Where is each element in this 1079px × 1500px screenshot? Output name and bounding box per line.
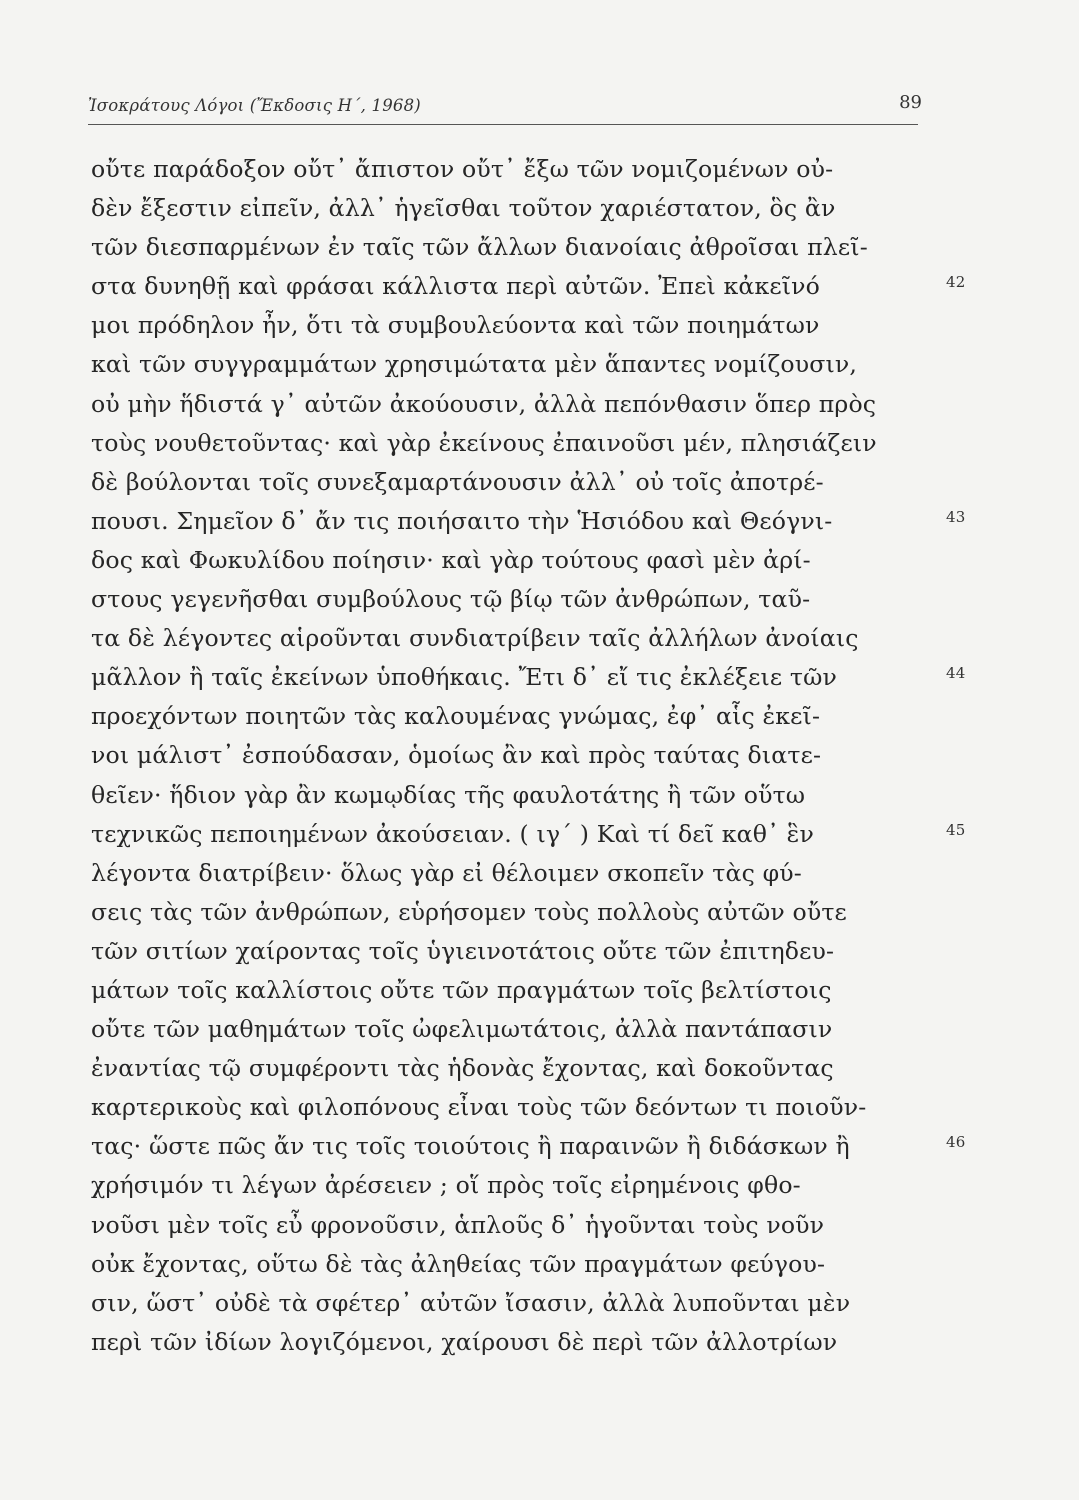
line-text: καὶ τῶν συγγραμμάτων χρησιμώτατα μὲν ἅπαντες νομίζουσιν, [91,350,858,379]
line-text: τοὺς νουθετοῦντας· καὶ γὰρ ἐκείνους ἐπαινοῦσι μέν, πλησιάζειν [91,428,877,457]
text-line [91,228,931,267]
text-line [91,463,931,502]
text-line [91,424,931,463]
text-line [91,1284,931,1323]
text-line [91,658,966,697]
text-line [91,1245,931,1284]
line-text: δος καὶ Φωκυλίδου ποίησιν· καὶ γὰρ τούτους φασὶ μὲν ἀρί- [91,545,811,574]
text-line [91,815,966,854]
text-line [91,1127,966,1166]
line-text: ἐναντίας τῷ συμφέροντι τὰς ἡδονὰς ἔχοντας, καὶ δοκοῦντας [91,1054,834,1083]
text-line [91,580,931,619]
line-text: στα δυνηθῇ καὶ φράσαι κάλλιστα περὶ αὐτῶν. Ἐπεὶ κἀκεῖνό [91,272,820,301]
line-text: σιν, ὥστ᾿ οὐδὲ τὰ σφέτερ᾿ αὐτῶν ἴσασιν, ἀλλὰ λυποῦνται μὲν [91,1288,851,1317]
text-line [91,893,931,932]
text-line [91,502,966,541]
line-text: οὐ μὴν ἥδιστά γ᾿ αὐτῶν ἀκούουσιν, ἀλλὰ πεπόνθασιν ὅπερ πρὸς [91,389,877,418]
text-line [91,267,966,306]
line-text: τα δὲ λέγοντες αἱροῦνται συνδιατρίβειν ταῖς ἀλλήλων ἀνοίαις [91,624,859,653]
line-text: νοῦσι μὲν τοῖς εὖ φρονοῦσιν, ἁπλοῦς δ᾿ ἡγοῦνται τοὺς νοῦν [91,1210,825,1239]
body-text [91,150,966,1362]
text-line [91,971,931,1010]
text-line [91,306,931,345]
section-number: 46 [946,1133,966,1152]
line-text: τεχνικῶς πεποιημένων ἀκούσειαν. ( ιγ΄ ) Καὶ τί δεῖ καθ᾿ ἓν [91,819,814,848]
text-line [91,541,931,580]
section-number: 43 [946,507,966,526]
text-line [91,1166,931,1205]
text-line [91,345,931,384]
line-text: θεῖεν· ἥδιον γὰρ ἂν κωμῳδίας τῆς φαυλοτάτης ἢ τῶν οὕτω [91,780,806,809]
line-text: νοι μάλιστ᾿ ἐσπούδασαν, ὁμοίως ἂν καὶ πρὸς ταύτας διατε- [91,741,822,770]
page-header [88,92,922,125]
section-number: 44 [946,664,966,683]
line-text: οὐκ ἔχοντας, οὕτω δὲ τὰς ἀληθείας τῶν πραγμάτων φεύγου- [91,1249,826,1278]
text-line [91,189,931,228]
line-text: περὶ τῶν ἰδίων λογιζόμενοι, χαίρουσι δὲ περὶ τῶν ἀλλοτρίων [91,1327,838,1356]
text-line [91,854,931,893]
text-line [91,1010,931,1049]
line-text: οὔτε παράδοξον οὔτ᾿ ἄπιστον οὔτ᾿ ἔξω τῶν νομιζομένων οὐ- [91,155,834,183]
line-text: μοι πρόδηλον ἦν, ὅτι τὰ συμβουλεύοντα καὶ τῶν ποιημάτων [91,311,820,340]
text-line [91,1206,931,1245]
line-text: τῶν σιτίων χαίροντας τοῖς ὑγιεινοτάτοις οὔτε τῶν ἐπιτηδευ- [91,936,835,965]
line-text: χρήσιμόν τι λέγων ἀρέσειεν ; οἵ πρὸς τοῖς εἰρημένοις φθο- [91,1171,801,1200]
line-text: μᾶλλον ἢ ταῖς ἐκείνων ὑποθήκαις. Ἔτι δ᾿ εἴ τις ἐκλέξειε τῶν [91,663,837,692]
line-text: λέγοντα διατρίβειν· ὅλως γὰρ εἰ θέλοιμεν σκοπεῖν τὰς φύ- [91,858,802,887]
text-line [91,385,931,424]
line-text: πουσι. Σημεῖον δ᾿ ἄν τις ποιήσαιτο τὴν Ἡσιόδου καὶ Θεόγνι- [91,506,833,535]
line-text: τῶν διεσπαρμένων ἐν ταῖς τῶν ἄλλων διανοίαις ἀθροῖσαι πλεῖ- [91,233,868,262]
text-line [91,1323,931,1362]
section-number: 45 [946,820,966,839]
text-line [91,932,931,971]
line-text: τας· ὥστε πῶς ἄν τις τοῖς τοιούτοις ἢ παραινῶν ἢ διδάσκων ἢ [91,1132,850,1161]
text-line [91,736,931,775]
text-line [91,1049,931,1088]
text-line [91,776,931,815]
text-line [91,697,931,736]
line-text: προεχόντων ποιητῶν τὰς καλουμένας γνώμας, ἐφ᾿ αἷς ἐκεῖ- [91,702,821,731]
line-text: στους γεγενῆσθαι συμβούλους τῷ βίῳ τῶν ἀνθρώπων, ταῦ- [91,585,811,614]
line-text: μάτων τοῖς καλλίστοις οὔτε τῶν πραγμάτων τοῖς βελτίστοις [91,975,832,1004]
section-number: 42 [946,273,966,292]
text-line [91,150,931,189]
line-text: δὲ βούλονται τοῖς συνεξαμαρτάνουσιν ἀλλ᾿ οὐ τοῖς ἀποτρέ- [91,467,824,496]
line-text: καρτερικοὺς καὶ φιλοπόνους εἶναι τοὺς τῶν δεόντων τι ποιοῦν- [91,1093,867,1122]
line-text: σεις τὰς τῶν ἀνθρώπων, εὑρήσομεν τοὺς πολλοὺς αὐτῶν οὔτε [91,897,847,926]
page-number: 89 [899,92,922,113]
running-title: Ἰσοκράτους Λόγοι (Ἔκδοσις Η΄, 1968) [88,96,421,115]
text-line [91,619,931,658]
text-line [91,1088,931,1127]
line-text: δὲν ἔξεστιν εἰπεῖν, ἀλλ᾿ ἡγεῖσθαι τοῦτον χαριέστατον, ὃς ἂν [91,194,836,223]
line-text: οὔτε τῶν μαθημάτων τοῖς ὠφελιμωτάτοις, ἀλλὰ παντάπασιν [91,1015,833,1044]
